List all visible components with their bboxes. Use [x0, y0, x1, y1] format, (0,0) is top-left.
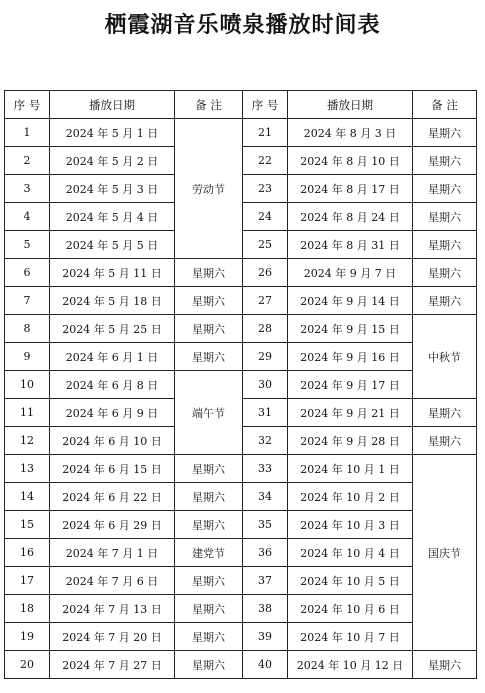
row-number: 31	[243, 399, 288, 427]
row-note: 星期六	[413, 203, 477, 231]
row-number: 5	[5, 231, 50, 259]
row-number: 9	[5, 343, 50, 371]
row-date: 2024 年 5 月 25 日	[50, 315, 175, 343]
note-mid-autumn: 中秋节	[413, 315, 477, 399]
row-date: 2024 年 5 月 1 日	[50, 119, 175, 147]
header-number-left: 序 号	[5, 91, 50, 119]
row-number: 36	[243, 539, 288, 567]
table-row	[5, 343, 477, 371]
row-number: 12	[5, 427, 50, 455]
header-note-left: 备 注	[175, 91, 243, 119]
row-number: 27	[243, 287, 288, 315]
note-national-day: 国庆节	[413, 455, 477, 651]
row-note: 星期六	[175, 623, 243, 651]
row-number: 35	[243, 511, 288, 539]
row-number: 1	[5, 119, 50, 147]
row-date: 2024 年 5 月 2 日	[50, 147, 175, 175]
table-row	[5, 371, 477, 399]
row-note: 星期六	[413, 119, 477, 147]
row-number: 19	[5, 623, 50, 651]
row-number: 18	[5, 595, 50, 623]
row-date: 2024 年 5 月 5 日	[50, 231, 175, 259]
row-number: 34	[243, 483, 288, 511]
row-date: 2024 年 7 月 1 日	[50, 539, 175, 567]
row-number: 8	[5, 315, 50, 343]
row-date: 2024 年 6 月 9 日	[50, 399, 175, 427]
row-number: 13	[5, 455, 50, 483]
row-number: 16	[5, 539, 50, 567]
row-number: 7	[5, 287, 50, 315]
row-note: 星期六	[175, 651, 243, 679]
row-date: 2024 年 6 月 8 日	[50, 371, 175, 399]
row-date: 2024 年 10 月 7 日	[288, 623, 413, 651]
row-note: 星期六	[175, 595, 243, 623]
row-note: 星期六	[175, 343, 243, 371]
row-date: 2024 年 10 月 4 日	[288, 539, 413, 567]
table-row	[5, 567, 477, 595]
row-date: 2024 年 10 月 5 日	[288, 567, 413, 595]
row-date: 2024 年 7 月 13 日	[50, 595, 175, 623]
row-date: 2024 年 7 月 27 日	[50, 651, 175, 679]
table-row	[5, 511, 477, 539]
row-number: 21	[243, 119, 288, 147]
row-number: 38	[243, 595, 288, 623]
table-row	[5, 623, 477, 651]
row-number: 10	[5, 371, 50, 399]
row-number: 30	[243, 371, 288, 399]
row-date: 2024 年 10 月 6 日	[288, 595, 413, 623]
row-number: 29	[243, 343, 288, 371]
row-date: 2024 年 5 月 18 日	[50, 287, 175, 315]
row-number: 2	[5, 147, 50, 175]
row-date: 2024 年 5 月 3 日	[50, 175, 175, 203]
header-note-right: 备 注	[413, 91, 477, 119]
row-note: 星期六	[175, 455, 243, 483]
table-row	[5, 259, 477, 287]
row-number: 25	[243, 231, 288, 259]
row-date: 2024 年 8 月 17 日	[288, 175, 413, 203]
row-number: 32	[243, 427, 288, 455]
row-date: 2024 年 8 月 10 日	[288, 147, 413, 175]
header-number-right: 序 号	[243, 91, 288, 119]
row-number: 4	[5, 203, 50, 231]
row-date: 2024 年 7 月 6 日	[50, 567, 175, 595]
row-date: 2024 年 5 月 11 日	[50, 259, 175, 287]
table-row	[5, 483, 477, 511]
table-row	[5, 539, 477, 567]
row-number: 11	[5, 399, 50, 427]
note-dragon-boat: 端午节	[175, 371, 243, 455]
row-note: 星期六	[413, 231, 477, 259]
row-number: 15	[5, 511, 50, 539]
row-date: 2024 年 9 月 17 日	[288, 371, 413, 399]
row-date: 2024 年 10 月 3 日	[288, 511, 413, 539]
row-date: 2024 年 5 月 4 日	[50, 203, 175, 231]
row-date: 2024 年 10 月 1 日	[288, 455, 413, 483]
row-date: 2024 年 8 月 3 日	[288, 119, 413, 147]
row-note: 星期六	[175, 483, 243, 511]
row-date: 2024 年 6 月 22 日	[50, 483, 175, 511]
page-title: 栖霞湖音乐喷泉播放时间表	[104, 12, 381, 38]
row-date: 2024 年 9 月 14 日	[288, 287, 413, 315]
table-row	[5, 287, 477, 315]
header-date-left: 播放日期	[50, 91, 175, 119]
row-date: 2024 年 6 月 29 日	[50, 511, 175, 539]
row-number: 20	[5, 651, 50, 679]
row-date: 2024 年 10 月 2 日	[288, 483, 413, 511]
table-row	[5, 455, 477, 483]
row-note: 星期六	[413, 259, 477, 287]
row-note: 星期六	[175, 315, 243, 343]
row-number: 22	[243, 147, 288, 175]
row-date: 2024 年 8 月 31 日	[288, 231, 413, 259]
row-date: 2024 年 9 月 7 日	[288, 259, 413, 287]
row-note: 星期六	[413, 175, 477, 203]
schedule-table	[4, 90, 477, 679]
row-date: 2024 年 6 月 15 日	[50, 455, 175, 483]
note-labor-day: 劳动节	[175, 119, 243, 259]
row-number: 40	[243, 651, 288, 679]
row-date: 2024 年 7 月 20 日	[50, 623, 175, 651]
row-note: 建党节	[175, 539, 243, 567]
row-note: 星期六	[413, 427, 477, 455]
row-date: 2024 年 10 月 12 日	[288, 651, 413, 679]
row-number: 14	[5, 483, 50, 511]
table-row	[5, 651, 477, 679]
row-number: 23	[243, 175, 288, 203]
header-row	[5, 91, 477, 119]
row-note: 星期六	[175, 511, 243, 539]
row-date: 2024 年 9 月 16 日	[288, 343, 413, 371]
row-number: 28	[243, 315, 288, 343]
row-date: 2024 年 6 月 10 日	[50, 427, 175, 455]
table-row	[5, 119, 477, 147]
row-number: 6	[5, 259, 50, 287]
row-date: 2024 年 9 月 15 日	[288, 315, 413, 343]
row-number: 24	[243, 203, 288, 231]
row-date: 2024 年 9 月 28 日	[288, 427, 413, 455]
row-date: 2024 年 8 月 24 日	[288, 203, 413, 231]
row-number: 33	[243, 455, 288, 483]
row-note: 星期六	[413, 147, 477, 175]
row-number: 3	[5, 175, 50, 203]
table-row	[5, 315, 477, 343]
row-note: 星期六	[175, 287, 243, 315]
row-date: 2024 年 6 月 1 日	[50, 343, 175, 371]
row-number: 17	[5, 567, 50, 595]
row-number: 37	[243, 567, 288, 595]
table-row	[5, 595, 477, 623]
row-date: 2024 年 9 月 21 日	[288, 399, 413, 427]
row-note: 星期六	[413, 399, 477, 427]
row-note: 星期六	[413, 651, 477, 679]
row-note: 星期六	[175, 567, 243, 595]
row-note: 星期六	[413, 287, 477, 315]
row-note: 星期六	[175, 259, 243, 287]
row-number: 26	[243, 259, 288, 287]
header-date-right: 播放日期	[288, 91, 413, 119]
row-number: 39	[243, 623, 288, 651]
